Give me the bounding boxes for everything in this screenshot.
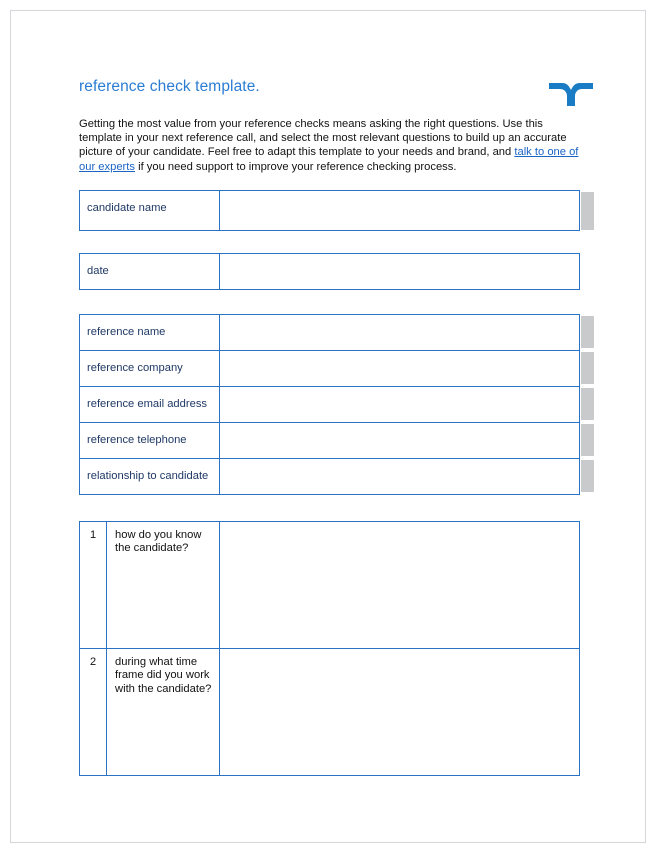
- page-content: [79, 77, 591, 776]
- page-title: reference check template.: [79, 78, 260, 95]
- reference-name-label: reference name: [87, 325, 166, 338]
- intro-paragraph: [79, 117, 579, 174]
- reference-company-label: reference company: [87, 361, 183, 374]
- table-row: [80, 386, 580, 422]
- relationship-label-cell: [80, 458, 220, 494]
- reference-company-label-cell: [80, 350, 220, 386]
- date-block: [79, 253, 591, 290]
- reference-name-label-cell: [80, 314, 220, 350]
- table-row: [80, 458, 580, 494]
- row-resize-handle[interactable]: [581, 352, 594, 384]
- questions-block: [79, 521, 591, 776]
- reference-company-input-cell[interactable]: [220, 350, 580, 386]
- question-answer-cell[interactable]: [220, 521, 580, 648]
- reference-details-block: [79, 314, 591, 495]
- page-sheet: [10, 10, 646, 843]
- table-row: [80, 190, 580, 230]
- row-resize-handle[interactable]: [581, 460, 594, 492]
- reference-name-input-cell[interactable]: [220, 314, 580, 350]
- question-text: during what time frame did you work with the candidate?: [107, 648, 220, 775]
- candidate-name-label: candidate name: [87, 201, 167, 214]
- table-row: [80, 648, 580, 775]
- date-input-cell[interactable]: [220, 253, 580, 289]
- reference-email-label: reference email address: [87, 397, 208, 410]
- relationship-label: relationship to candidate: [87, 469, 209, 482]
- row-resize-handle[interactable]: [581, 424, 594, 456]
- reference-telephone-label: reference telephone: [87, 433, 187, 446]
- date-label-cell: [80, 253, 220, 289]
- intro-text-part1: Getting the most value from your reference checks means asking the right questions. Use this template in your next reference call, and select the most relevant questions to build up an accurate picture of your candidate. Feel free to adapt this template to your needs and brand, and: [79, 118, 567, 159]
- candidate-name-label-cell: [80, 190, 220, 230]
- intro-text-part2: if you need support to improve your reference checking process.: [134, 160, 457, 173]
- document-header: [79, 77, 591, 113]
- table-row: [80, 350, 580, 386]
- candidate-name-table: [79, 190, 580, 231]
- randstad-logo-icon: [549, 81, 593, 107]
- relationship-input-cell[interactable]: [220, 458, 580, 494]
- table-row: [80, 253, 580, 289]
- experts-link[interactable]: talk to one of our experts: [79, 146, 579, 173]
- row-resize-handle[interactable]: [581, 388, 594, 420]
- reference-email-label-cell: [80, 386, 220, 422]
- candidate-name-input-cell[interactable]: [220, 190, 580, 230]
- candidate-name-block: [79, 190, 591, 231]
- reference-telephone-input-cell[interactable]: [220, 422, 580, 458]
- reference-details-table: [79, 314, 580, 495]
- question-number: 1: [80, 521, 107, 648]
- table-row: [80, 521, 580, 648]
- question-answer-cell[interactable]: [220, 648, 580, 775]
- row-resize-handle[interactable]: [581, 316, 594, 348]
- date-label: date: [87, 264, 109, 277]
- reference-telephone-label-cell: [80, 422, 220, 458]
- question-number: 2: [80, 648, 107, 775]
- row-resize-handle[interactable]: [581, 192, 594, 230]
- date-table: [79, 253, 580, 290]
- table-row: [80, 314, 580, 350]
- reference-email-input-cell[interactable]: [220, 386, 580, 422]
- table-row: [80, 422, 580, 458]
- question-text: how do you know the candidate?: [107, 521, 220, 648]
- questions-table: [79, 521, 580, 776]
